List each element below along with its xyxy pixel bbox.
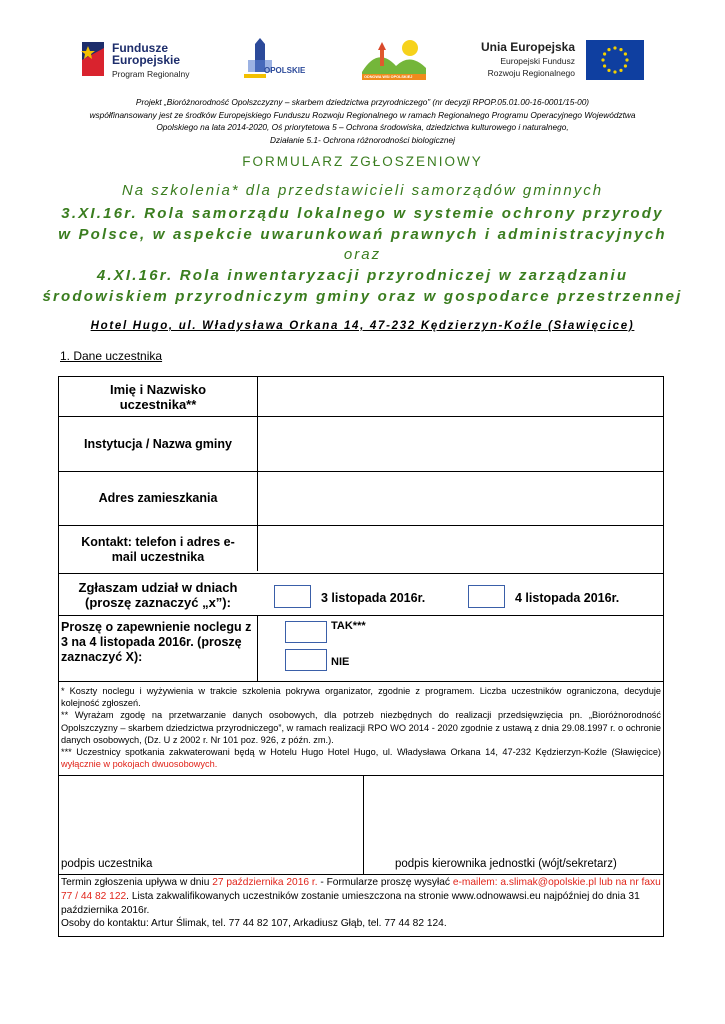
- ue-line3: Rozwoju Regionalnego: [487, 68, 575, 78]
- section-heading: 1. Dane uczestnika: [60, 349, 163, 363]
- notes-box: [58, 681, 664, 776]
- contact-field[interactable]: [258, 526, 663, 573]
- day1-checkbox[interactable]: [274, 585, 311, 608]
- days-row: [59, 573, 663, 615]
- fundusze-europejskie-logo: [80, 38, 200, 84]
- project-line3: Opolskiego na lata 2014-2020, Oś priorytetowa 5 – Ochrona środowiska, dziedzictwa kulturowego i naturalnego,: [156, 122, 569, 132]
- name-row: [59, 377, 663, 416]
- project-line1: Projekt „Bioróżnorodność Opolszczyzny – skarbem dziedzictwa przyrodniczego” (nr decyzji RPOP.05.01.00-16-0001/15-00): [135, 97, 590, 107]
- fe-line3: Program Regionalny: [112, 69, 190, 79]
- eu-flag-icon: [586, 40, 644, 80]
- lodging-no-checkbox[interactable]: [285, 649, 327, 671]
- hotel-address: Hotel Hugo, ul. Władysława Orkana 14, 47-232 Kędzierzyn-Koźle (Sławięcice): [90, 320, 635, 332]
- training1-line2: w Polsce, w aspekcie uwarunkowań prawnych i administracyjnych: [58, 226, 667, 243]
- oraz-text: oraz: [343, 246, 382, 263]
- lodging-label: Proszę o zapewnienie noclegu z 3 na 4 listopada 2016r. (proszę zaznaczyć X):: [61, 620, 252, 664]
- address-row: [59, 471, 663, 525]
- institution-field[interactable]: [258, 417, 663, 471]
- address-label: Adres zamieszkania: [98, 491, 218, 505]
- name-label: Imię i Nazwisko uczestnika**: [109, 381, 207, 412]
- footer-contacts: Osoby do kontaktu: Artur Ślimak, tel. 77 44 82 107, Arkadiusz Głąb, tel. 77 44 82 124.: [61, 918, 447, 930]
- fe-line1: Fundusze: [112, 41, 168, 55]
- day2-label: 4 listopada 2016r.: [515, 591, 620, 605]
- footer-deadline: Termin zgłoszenia upływa w dniu: [61, 877, 213, 888]
- lodging-yes-label: TAK***: [331, 620, 366, 632]
- training-intro: Na szkolenia* dla przedstawicieli samorządów gminnych: [121, 182, 604, 199]
- opolskie-text: OPOLSKIE: [264, 66, 306, 75]
- head-signature-label: podpis kierownika jednostki (wójt/sekretarz): [395, 858, 617, 870]
- days-label: Zgłaszam udział w dniach (proszę zaznaczyć „x”):: [78, 579, 238, 610]
- signature-box: [58, 775, 664, 875]
- opolskie-logo: [242, 38, 312, 84]
- footer-send: - Formularze proszę wysyłać: [317, 877, 453, 888]
- footer-text: [61, 876, 661, 931]
- contact-row: [59, 525, 663, 573]
- odnowa-wsi-logo: [360, 38, 430, 84]
- note-3-red: wyłącznie w pokojach dwuosobowych.: [61, 759, 218, 770]
- day2-checkbox[interactable]: [468, 585, 505, 608]
- logo-bar: [0, 36, 725, 86]
- project-line4: Działanie 5.1- Ochrona różnorodności biologicznej: [270, 134, 455, 145]
- opolskie-tower-icon: [242, 38, 312, 84]
- note-3: *** Uczestnicy spotkania zakwaterowani będą w Hotelu Hugo Hotel Hugo, ul. Władysława Orkana 14, 47-232 Kędzierzyn-Koźle (Sławięcice): [61, 747, 661, 758]
- odnowa-text: ODNOWA WSI OPOLSKIEJ: [364, 75, 413, 79]
- ue-line2: Europejski Fundusz: [500, 56, 575, 66]
- participant-form: [58, 376, 664, 682]
- ue-text: [475, 42, 575, 79]
- ue-line1: Unia Europejska: [480, 40, 575, 54]
- notes-text: [61, 685, 661, 770]
- fe-line2: Europejskie: [112, 53, 181, 67]
- footer-deadline-date: 27 października 2016 r.: [212, 877, 318, 888]
- institution-label: Instytucja / Nazwa gminy: [84, 436, 232, 451]
- training2-line2: środowiskiem przyrodniczym gminy oraz w gospodarce przestrzennej: [42, 288, 683, 305]
- contact-label: Kontakt: telefon i adres e-mail uczestnika: [81, 534, 235, 564]
- footer-box: [58, 874, 664, 937]
- name-field[interactable]: [258, 377, 663, 416]
- institution-row: [59, 416, 663, 471]
- lodging-no-label: NIE: [331, 656, 350, 668]
- footer-contact-red: e-mailem: a.slimak@opolskie.pl lub na nr faxu 77 / 44 82 122: [61, 877, 661, 902]
- project-info: [60, 96, 665, 146]
- footer-list: . Lista zakwalifikowanych uczestników zostanie umieszczona na stronie www.odnowawsi.eu najpóźniej do dnia 31 października 2016r.: [61, 890, 640, 916]
- fe-flag-icon: [80, 38, 106, 80]
- address-field[interactable]: [258, 472, 663, 525]
- participant-signature-label: podpis uczestnika: [61, 858, 153, 870]
- training2-line1: 4.XI.16r. Rola inwentaryzacji przyrodniczej w zarządzaniu: [96, 267, 629, 284]
- day1-label: 3 listopada 2016r.: [321, 591, 426, 605]
- form-title: FORMULARZ ZGŁOSZENIOWY: [242, 154, 483, 169]
- note-2: ** Wyrażam zgodę na przetwarzanie danych osobowych, dla potrzeb niezbędnych do realizacji przedsięwzięcia pn. „Bioróżnorodność Opolszczyzny – skarbem dziedzictwa przyrodniczego”, w ramach realizacji RPO WO 2014 - 2020 zgodnie z ustawą z dnia 29.08.1997 r. o ochronie danych osobowych, (Dz. U z 2002 r. Nr 101 poz. 926, z późn. zm.).: [61, 710, 661, 745]
- note-1: * Koszty noclegu i wyżywienia w trakcie szkolenia pokrywa organizator, zgodnie z programem. Liczba uczestników ograniczona, decyduje kolejność zgłoszeń.: [61, 686, 661, 709]
- project-line2: współfinansowany jest ze środków Europejskiego Funduszu Rozwoju Regionalnego w ramach Regionalnego Programu Operacyjnego Województwa: [89, 109, 636, 120]
- training1-line1: 3.XI.16r. Rola samorządu lokalnego w systemie ochrony przyrody: [61, 205, 664, 222]
- lodging-row: [59, 615, 663, 681]
- lodging-yes-checkbox[interactable]: [285, 621, 327, 643]
